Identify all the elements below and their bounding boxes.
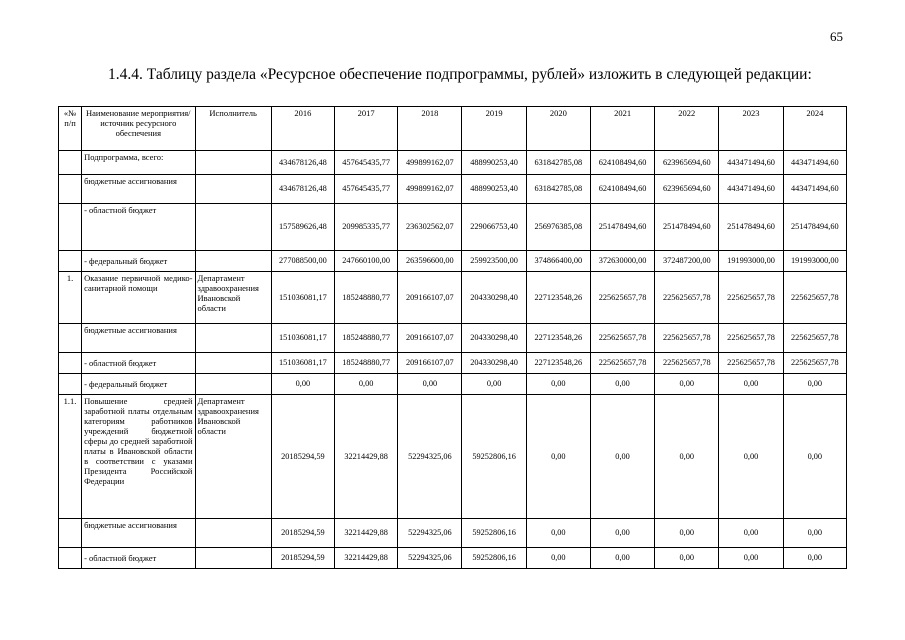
table-row (59, 353, 847, 374)
value-cell: 32214429,88 (335, 395, 398, 519)
value-cell: 225625657,78 (590, 324, 654, 353)
row-name: бюджетные ассигнования (82, 519, 195, 548)
row-name: - федеральный бюджет (82, 374, 195, 395)
table-row (59, 204, 847, 251)
value-cell: 59252806,16 (462, 548, 526, 569)
value-cell: 624108494,60 (590, 151, 654, 175)
value-cell: 0,00 (526, 548, 590, 569)
value-cell: 20185294,59 (271, 395, 334, 519)
value-cell: 251478494,60 (719, 204, 783, 251)
value-cell: 185248880,77 (335, 353, 398, 374)
table-row (59, 272, 847, 324)
value-cell: 434678126,48 (271, 175, 334, 204)
value-cell: 236302562,07 (398, 204, 462, 251)
value-cell: 0,00 (590, 548, 654, 569)
value-cell: 225625657,78 (719, 353, 783, 374)
row-number (59, 151, 82, 175)
value-cell: 225625657,78 (783, 272, 846, 324)
header-executor: Исполнитель (195, 107, 271, 151)
value-cell: 488990253,40 (462, 175, 526, 204)
value-cell: 251478494,60 (590, 204, 654, 251)
value-cell: 32214429,88 (335, 548, 398, 569)
value-cell: 0,00 (719, 519, 783, 548)
value-cell: 0,00 (526, 519, 590, 548)
value-cell: 225625657,78 (719, 272, 783, 324)
value-cell: 209166107,07 (398, 324, 462, 353)
value-cell: 0,00 (783, 374, 846, 395)
value-cell: 372487200,00 (655, 251, 719, 272)
value-cell: 59252806,16 (462, 519, 526, 548)
header-year: 2019 (462, 107, 526, 151)
row-name: бюджетные ассигнования (82, 324, 195, 353)
value-cell: 0,00 (590, 519, 654, 548)
row-executor (195, 353, 271, 374)
value-cell: 263596600,00 (398, 251, 462, 272)
value-cell: 0,00 (398, 374, 462, 395)
value-cell: 0,00 (655, 519, 719, 548)
value-cell: 372630000,00 (590, 251, 654, 272)
row-number (59, 324, 82, 353)
value-cell: 227123548,26 (526, 272, 590, 324)
row-executor (195, 548, 271, 569)
table-row (59, 519, 847, 548)
row-executor (195, 175, 271, 204)
value-cell: 209985335,77 (335, 204, 398, 251)
value-cell: 225625657,78 (783, 353, 846, 374)
value-cell: 0,00 (462, 374, 526, 395)
header-year: 2017 (335, 107, 398, 151)
value-cell: 0,00 (526, 395, 590, 519)
row-executor (195, 204, 271, 251)
value-cell: 209166107,07 (398, 353, 462, 374)
value-cell: 225625657,78 (590, 272, 654, 324)
value-cell: 151036081,17 (271, 353, 334, 374)
row-number (59, 204, 82, 251)
row-executor: Департамент здравоохранения Ивановской области (195, 395, 271, 519)
value-cell: 229066753,40 (462, 204, 526, 251)
value-cell: 0,00 (719, 548, 783, 569)
header-year: 2016 (271, 107, 334, 151)
value-cell: 0,00 (655, 548, 719, 569)
row-executor: Департамент здравоохранения Ивановской области (195, 272, 271, 324)
row-number (59, 519, 82, 548)
section-heading: 1.4.4. Таблицу раздела «Ресурсное обеспечение подпрограммы, рублей» изложить в следующей редакции: (108, 66, 812, 83)
value-cell: 0,00 (590, 395, 654, 519)
row-number: 1. (59, 272, 82, 324)
value-cell: 443471494,60 (719, 151, 783, 175)
page-number: 65 (830, 29, 843, 44)
value-cell: 631842785,08 (526, 151, 590, 175)
value-cell: 0,00 (783, 548, 846, 569)
header-year: 2024 (783, 107, 846, 151)
value-cell: 52294325,06 (398, 548, 462, 569)
header-no: «№ п/п (59, 107, 82, 151)
table-row (59, 374, 847, 395)
row-number (59, 374, 82, 395)
value-cell: 225625657,78 (655, 353, 719, 374)
value-cell: 434678126,48 (271, 151, 334, 175)
table-row (59, 251, 847, 272)
header-year: 2018 (398, 107, 462, 151)
row-executor (195, 151, 271, 175)
value-cell: 185248880,77 (335, 324, 398, 353)
table-row (59, 395, 847, 519)
value-cell: 209166107,07 (398, 272, 462, 324)
value-cell: 631842785,08 (526, 175, 590, 204)
row-number (59, 175, 82, 204)
value-cell: 0,00 (271, 374, 334, 395)
row-executor (195, 324, 271, 353)
value-cell: 251478494,60 (655, 204, 719, 251)
resource-table (58, 106, 847, 569)
value-cell: 204330298,40 (462, 353, 526, 374)
value-cell: 251478494,60 (783, 204, 846, 251)
value-cell: 256976385,08 (526, 204, 590, 251)
value-cell: 374866400,00 (526, 251, 590, 272)
value-cell: 0,00 (719, 374, 783, 395)
value-cell: 20185294,59 (271, 548, 334, 569)
value-cell: 185248880,77 (335, 272, 398, 324)
value-cell: 0,00 (719, 395, 783, 519)
row-number: 1.1. (59, 395, 82, 519)
row-name: бюджетные ассигнования (82, 175, 195, 204)
header-year: 2020 (526, 107, 590, 151)
row-name: - областной бюджет (82, 353, 195, 374)
value-cell: 0,00 (526, 374, 590, 395)
row-number (59, 251, 82, 272)
value-cell: 0,00 (590, 374, 654, 395)
value-cell: 624108494,60 (590, 175, 654, 204)
value-cell: 443471494,60 (783, 151, 846, 175)
row-name: - областной бюджет (82, 204, 195, 251)
header-year: 2023 (719, 107, 783, 151)
row-name: Подпрограмма, всего: (82, 151, 195, 175)
value-cell: 52294325,06 (398, 519, 462, 548)
table-row (59, 548, 847, 569)
value-cell: 225625657,78 (655, 272, 719, 324)
value-cell: 227123548,26 (526, 353, 590, 374)
value-cell: 52294325,06 (398, 395, 462, 519)
value-cell: 0,00 (783, 395, 846, 519)
value-cell: 0,00 (655, 374, 719, 395)
row-executor (195, 519, 271, 548)
value-cell: 32214429,88 (335, 519, 398, 548)
row-executor (195, 251, 271, 272)
row-executor (195, 374, 271, 395)
row-name: - федеральный бюджет (82, 251, 195, 272)
value-cell: 0,00 (335, 374, 398, 395)
value-cell: 225625657,78 (590, 353, 654, 374)
value-cell: 499899162,07 (398, 151, 462, 175)
value-cell: 277088500,00 (271, 251, 334, 272)
value-cell: 151036081,17 (271, 272, 334, 324)
value-cell: 488990253,40 (462, 151, 526, 175)
row-name: - областной бюджет (82, 548, 195, 569)
value-cell: 443471494,60 (783, 175, 846, 204)
value-cell: 191993000,00 (783, 251, 846, 272)
row-name: Оказание первичной медико-санитарной помощи (82, 272, 195, 324)
table-row (59, 175, 847, 204)
value-cell: 623965694,60 (655, 175, 719, 204)
value-cell: 225625657,78 (719, 324, 783, 353)
value-cell: 151036081,17 (271, 324, 334, 353)
value-cell: 225625657,78 (783, 324, 846, 353)
value-cell: 204330298,40 (462, 272, 526, 324)
value-cell: 499899162,07 (398, 175, 462, 204)
value-cell: 0,00 (655, 395, 719, 519)
value-cell: 623965694,60 (655, 151, 719, 175)
row-number (59, 353, 82, 374)
value-cell: 20185294,59 (271, 519, 334, 548)
value-cell: 59252806,16 (462, 395, 526, 519)
value-cell: 227123548,26 (526, 324, 590, 353)
value-cell: 157589626,48 (271, 204, 334, 251)
value-cell: 443471494,60 (719, 175, 783, 204)
value-cell: 247660100,00 (335, 251, 398, 272)
value-cell: 259923500,00 (462, 251, 526, 272)
value-cell: 225625657,78 (655, 324, 719, 353)
value-cell: 0,00 (783, 519, 846, 548)
header-row (59, 107, 847, 151)
value-cell: 457645435,77 (335, 151, 398, 175)
value-cell: 191993000,00 (719, 251, 783, 272)
value-cell: 457645435,77 (335, 175, 398, 204)
value-cell: 204330298,40 (462, 324, 526, 353)
table-row (59, 151, 847, 175)
header-year: 2022 (655, 107, 719, 151)
row-name: Повышение средней заработной платы отдельным категориям работников учреждений бюджетной сферы до средней заработной платы в Ивановской области в соответствии с указами Президента Российской Федерации (82, 395, 195, 519)
table-row (59, 324, 847, 353)
header-year: 2021 (590, 107, 654, 151)
header-name: Наименование мероприятия/источник ресурсного обеспечения (82, 107, 195, 151)
row-number (59, 548, 82, 569)
